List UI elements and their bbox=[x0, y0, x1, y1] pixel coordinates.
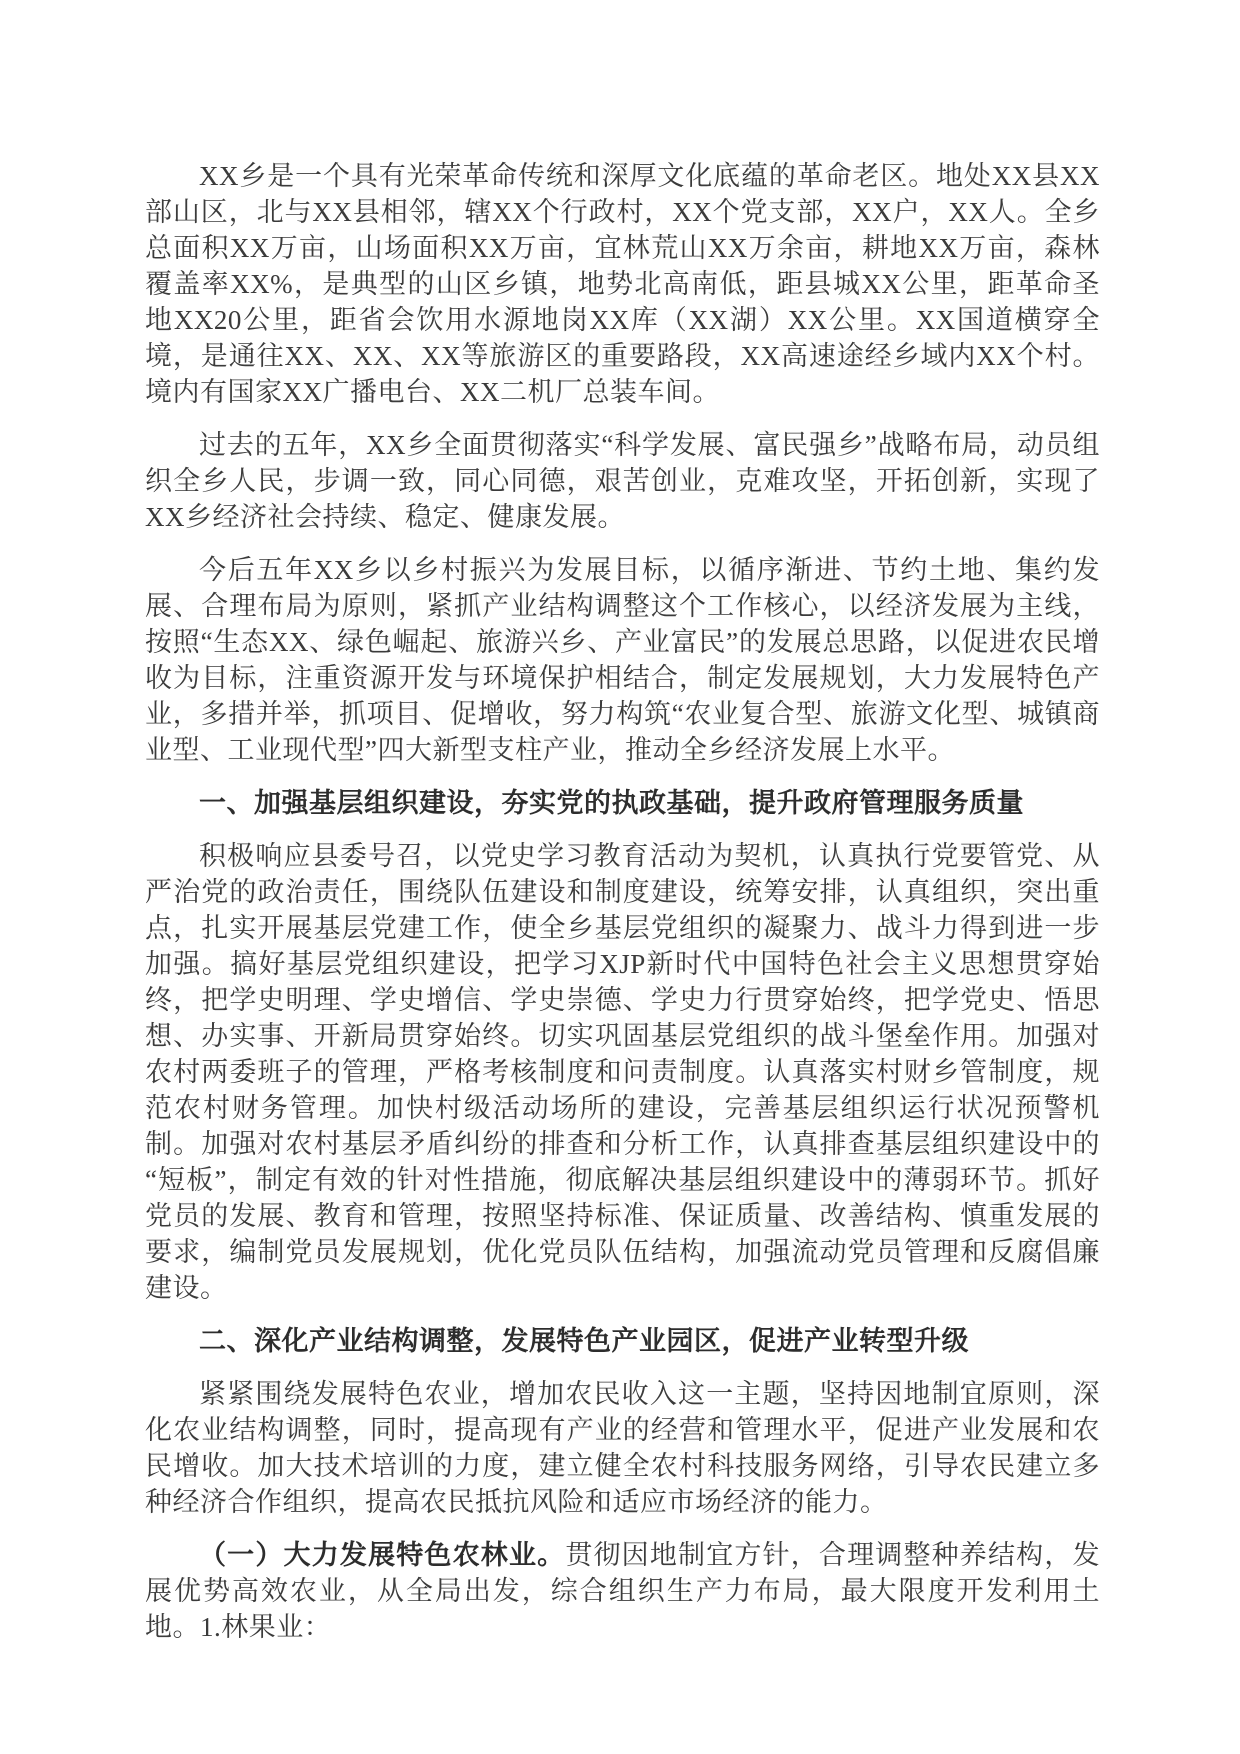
paragraph bbox=[145, 838, 1100, 1306]
document-body bbox=[145, 158, 1100, 1645]
paragraph-text: 紧紧围绕发展特色农业，增加农民收入这一主题，坚持因地制宜原则，深化农业结构调整，同时，提高现有产业的经营和管理水平，促进产业发展和农民增收。加大技术培训的力度，建立健全农村科技服务网络，引导农民建立多种经济合作组织，提高农民抵抗风险和适应市场经济的能力。 bbox=[145, 1379, 1100, 1517]
paragraph-text: 二、深化产业结构调整，发展特色产业园区，促进产业转型升级 bbox=[199, 1326, 969, 1356]
paragraph-text: 积极响应县委号召，以党史学习教育活动为契机，认真执行党要管党、从严治党的政治责任，围绕队伍建设和制度建设，统筹安排，认真组织，突出重点，扎实开展基层党建工作，使全乡基层党组织的凝聚力、战斗力得到进一步加强。搞好基层党组织建设，把学习XJP新时代中国特色社会主义思想贯穿始终，把学史明理、学史增信、学史崇德、学史力行贯穿始终，把学党史、悟思想、办实事、开新局贯穿始终。切实巩固基层党组织的战斗堡垒作用。加强对农村两委班子的管理，严格考核制度和问责制度。认真落实村财乡管制度，规范农村财务管理。加快村级活动场所的建设，完善基层组织运行状况预警机制。加强对农村基层矛盾纠纷的排查和分析工作，认真排查基层组织建设中的“短板”，制定有效的针对性措施，彻底解决基层组织建设中的薄弱环节。抓好党员的发展、教育和管理，按照坚持标准、保证质量、改善结构、慎重发展的要求，编制党员发展规划，优化党员队伍结构，加强流动党员管理和反腐倡廉建设。 bbox=[145, 841, 1100, 1303]
paragraph-text: 一、加强基层组织建设，夯实党的执政基础，提升政府管理服务质量 bbox=[199, 788, 1024, 818]
section-heading bbox=[145, 785, 1100, 821]
paragraph bbox=[145, 158, 1100, 410]
paragraph-text: 贯彻因地制宜方针，合理调整种养结构，发展优势高效农业，从全局出发，综合组织生产力布局，最大限度开发利用土地。1.林果业： bbox=[145, 1540, 1101, 1642]
paragraph-text: 今后五年XX乡以乡村振兴为发展目标，以循序渐进、节约土地、集约发展、合理布局为原则，紧抓产业结构调整这个工作核心，以经济发展为主线，按照“生态XX、绿色崛起、旅游兴乡、产业富民”的发展总思路，以促进农民增收为目标，注重资源开发与环境保护相结合，制定发展规划，大力发展特色产业，多措并举，抓项目、促增收，努力构筑“农业复合型、旅游文化型、城镇商业型、工业现代型”四大新型支柱产业，推动全乡经济发展上水平。 bbox=[145, 555, 1100, 765]
paragraph bbox=[145, 1537, 1100, 1645]
section-heading bbox=[145, 1323, 1100, 1359]
paragraph-lead: （一）大力发展特色农林业。 bbox=[199, 1540, 566, 1570]
paragraph bbox=[145, 427, 1100, 535]
paragraph-text: 过去的五年，XX乡全面贯彻落实“科学发展、富民强乡”战略布局，动员组织全乡人民，步调一致，同心同德，艰苦创业，克难攻坚，开拓创新，实现了XX乡经济社会持续、稳定、健康发展。 bbox=[145, 430, 1100, 532]
paragraph bbox=[145, 1376, 1100, 1520]
paragraph bbox=[145, 552, 1100, 768]
paragraph-text: XX乡是一个具有光荣革命传统和深厚文化底蕴的革命老区。地处XX县XX部山区，北与XX县相邻，辖XX个行政村，XX个党支部，XX户，XX人。全乡总面积XX万亩，山场面积XX万亩，宜林荒山XX万余亩，耕地XX万亩，森林覆盖率XX%，是典型的山区乡镇，地势北高南低，距县城XX公里，距革命圣地XX20公里，距省会饮用水源地岗XX库（XX湖）XX公里。XX国道横穿全境，是通往XX、XX、XX等旅游区的重要路段，XX高速途经乡域内XX个村。境内有国家XX广播电台、XX二机厂总装车间。 bbox=[145, 161, 1100, 407]
